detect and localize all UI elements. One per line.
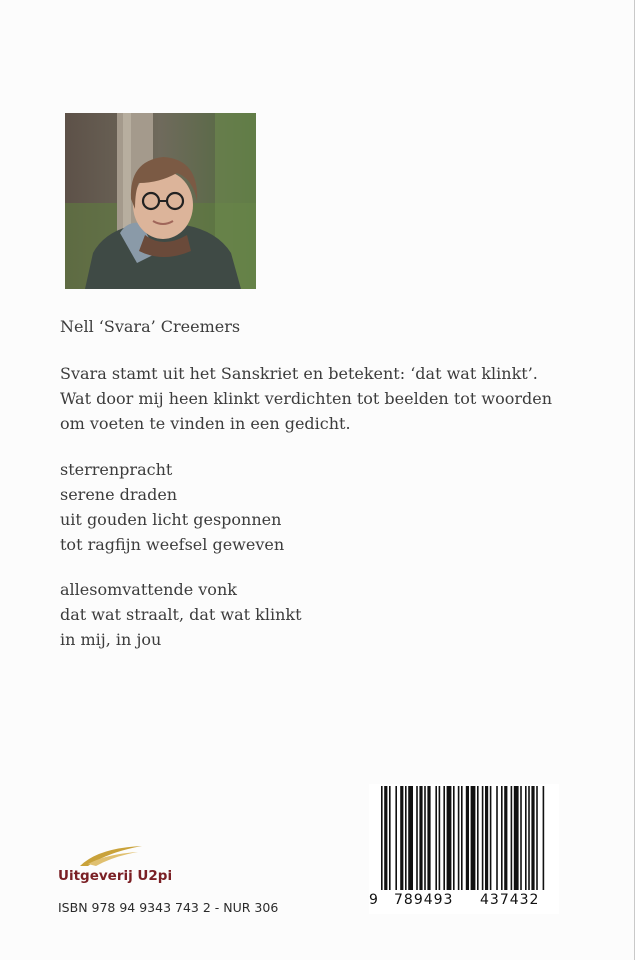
barcode-bar: [419, 786, 422, 890]
isbn-barcode: [369, 784, 559, 914]
intro-paragraph: [60, 361, 552, 436]
barcode-bar: [496, 786, 498, 890]
barcode-bar: [471, 786, 476, 890]
barcode-bar: [536, 786, 538, 890]
intro-line: Wat door mij heen klinkt verdichten tot beelden tot woorden: [60, 389, 553, 408]
barcode-bar: [381, 786, 383, 890]
barcode-bar: [458, 786, 460, 890]
barcode-bar: [405, 786, 407, 890]
intro-line: om voeten te vinden in een gedicht.: [60, 414, 351, 433]
barcode-bar: [504, 786, 507, 890]
barcode-bar: [389, 786, 391, 890]
barcode-bar: [520, 786, 522, 890]
barcode-bar: [384, 786, 387, 890]
isbn-nur-line: ISBN 978 94 9343 743 2 - NUR 306: [58, 900, 279, 915]
barcode-bar: [416, 786, 418, 890]
barcode-bar: [466, 786, 469, 890]
barcode-bar: [408, 786, 413, 890]
poem-line: allesomvattende vonk: [60, 580, 237, 599]
poem-line: dat wat straalt, dat wat klinkt: [60, 605, 302, 624]
barcode-bar: [447, 786, 452, 890]
barcode-bar: [543, 786, 545, 890]
barcode-bar: [395, 786, 397, 890]
barcode-bar: [531, 786, 534, 890]
author-photo: [65, 113, 256, 289]
barcode-bar: [453, 786, 455, 890]
barcode-bar: [477, 786, 479, 890]
barcode-bar: [525, 786, 527, 890]
barcode-bar: [511, 786, 513, 890]
poem-line: tot ragfijn weefsel geweven: [60, 535, 285, 554]
barcode-bar: [514, 786, 519, 890]
barcode-bar: [424, 786, 426, 890]
poem-line: sterrenpracht: [60, 460, 173, 479]
barcode-bar: [461, 786, 463, 890]
barcode-bar: [400, 786, 403, 890]
barcode-bar: [501, 786, 503, 890]
barcode-bar: [439, 786, 441, 890]
poem-line: uit gouden licht gesponnen: [60, 510, 282, 529]
poem-line: in mij, in jou: [60, 630, 162, 649]
intro-line: Svara stamt uit het Sanskriet en betekent: ‘dat wat klinkt’.: [60, 364, 538, 383]
publisher-name: Uitgeverij U2pi: [58, 868, 173, 884]
poem-stanza-1: [60, 457, 284, 557]
barcode-bar: [482, 786, 484, 890]
barcode-bar: [485, 786, 488, 890]
barcode-bar: [435, 786, 437, 890]
poem-line: serene draden: [60, 485, 178, 504]
barcode-bar: [443, 786, 445, 890]
barcode-digits-left: 789493: [394, 892, 454, 908]
barcode-bar: [427, 786, 430, 890]
barcode-bar: [490, 786, 492, 890]
author-name: Nell ‘Svara’ Creemers: [60, 317, 241, 336]
barcode-bars: [381, 786, 547, 890]
barcode-digit-first: 9: [369, 892, 378, 908]
author-name-block: [60, 314, 240, 339]
poem-stanza-2: [60, 577, 302, 652]
publisher-logo: [58, 842, 178, 890]
barcode-digits-right: 437432: [480, 892, 540, 908]
barcode-bar: [528, 786, 530, 890]
publisher-swoosh-icon: [58, 842, 148, 868]
